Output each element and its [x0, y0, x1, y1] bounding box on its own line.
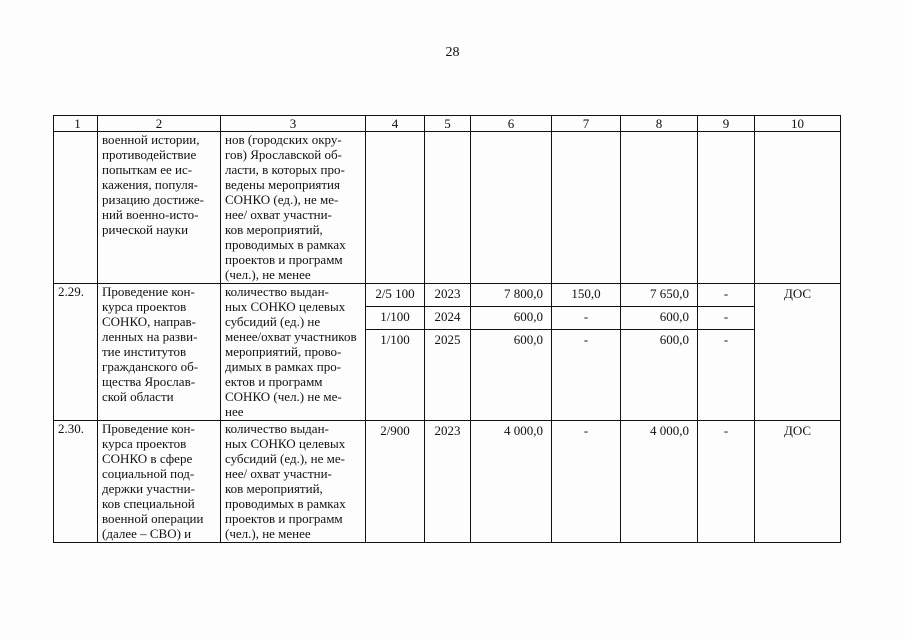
text-line: субсидий (ед.), не ме- — [225, 451, 345, 466]
target-value: 2/5 100 — [366, 284, 424, 307]
header-cell: 5 — [425, 116, 471, 132]
text-line: ных СОНКО целевых — [225, 299, 346, 314]
event-name-cell — [98, 132, 221, 284]
sub-rows — [698, 421, 754, 443]
text-line: проводимых в рамках — [225, 237, 346, 252]
sub-rows — [366, 421, 424, 443]
target-value: 1/100 — [380, 332, 410, 347]
federal-budget-cell — [552, 284, 621, 421]
target-value: 1/100 — [366, 307, 424, 330]
total-amount-cell — [471, 132, 552, 284]
target-value-cell — [366, 132, 425, 284]
text-line: СОНКО (чел.) не ме- — [225, 389, 342, 404]
event-name-cell — [98, 284, 221, 421]
year-cell — [425, 132, 471, 284]
sub-rows — [366, 284, 424, 352]
responsible-executor-cell — [755, 132, 841, 284]
total-amount-cell — [471, 421, 552, 543]
text-line: (далее – СВО) и — [102, 526, 192, 541]
text-line: ков мероприятий, — [225, 481, 323, 496]
sub-rows — [621, 284, 697, 352]
text-line: ленных на разви- — [102, 329, 198, 344]
sub-rows — [552, 284, 620, 352]
text-line: нее/ охват участни- — [225, 466, 332, 481]
text-line: нее — [225, 404, 244, 419]
sub-rows — [425, 421, 470, 443]
other-sources: - — [723, 423, 729, 438]
header-cell: 2 — [98, 116, 221, 132]
text-line: СОНКО в сфере — [102, 451, 193, 466]
text-line: (чел.), не менее — [225, 526, 311, 541]
text-line: проводимых в рамках — [225, 496, 346, 511]
indicator-cell — [221, 421, 366, 543]
text-line: СОНКО, направ- — [102, 314, 196, 329]
text-line: димых в рамках про- — [225, 359, 342, 374]
table-row — [54, 284, 755, 421]
row-number — [54, 132, 98, 284]
text-line: нов (городских окру- — [225, 132, 342, 147]
text-line: ской области — [102, 389, 174, 404]
other-sources-cell — [698, 284, 755, 421]
text-line: проектов и программ — [225, 511, 343, 526]
sub-rows — [698, 284, 754, 352]
header-cell: 7 — [552, 116, 621, 132]
text-line: социальной под- — [102, 466, 195, 481]
text-line: СОНКО (ед.), не ме- — [225, 192, 339, 207]
main-table — [53, 115, 755, 543]
other-sources: - — [723, 332, 729, 347]
target-value: 2/900 — [380, 423, 410, 438]
table-row — [54, 132, 755, 284]
target-value-cell — [366, 284, 425, 421]
sub-rows — [471, 284, 551, 352]
header-cell: 10 — [755, 116, 841, 132]
regional-budget-cell — [621, 421, 698, 543]
text-line: курса проектов — [102, 436, 187, 451]
header-cell: 1 — [54, 116, 98, 132]
text-line: курса проектов — [102, 299, 187, 314]
federal-budget: - — [583, 423, 589, 438]
indicator-cell — [221, 284, 366, 421]
sub-rows — [621, 421, 697, 443]
total-amount: 600,0 — [513, 332, 543, 347]
text-line: проектов и программ — [225, 252, 343, 267]
total-amount: 4 000,0 — [504, 423, 543, 438]
text-line: тие институтов — [102, 344, 187, 359]
text-line: противодействие — [102, 147, 197, 162]
column-10-table — [754, 115, 841, 543]
sub-rows — [425, 284, 470, 352]
program-table — [53, 115, 841, 580]
event-name-cell — [98, 421, 221, 543]
total-amount-cell — [471, 284, 552, 421]
text-line: ектов и программ — [225, 374, 323, 389]
other-sources: - — [698, 307, 754, 330]
text-line: Проведение кон- — [102, 421, 195, 436]
regional-budget: 4 000,0 — [650, 423, 689, 438]
text-line: количество выдан- — [225, 421, 329, 436]
total-amount: 7 800,0 — [471, 284, 551, 307]
text-line: гражданского об- — [102, 359, 199, 374]
header-cell: 3 — [221, 116, 366, 132]
row-number: 2.29. — [54, 284, 98, 421]
other-sources: - — [698, 284, 754, 307]
text-line: ных СОНКО целевых — [225, 436, 346, 451]
regional-budget: 7 650,0 — [621, 284, 697, 307]
other-sources-cell — [698, 132, 755, 284]
text-line: ведены мероприятия — [225, 177, 340, 192]
regional-budget-cell — [621, 284, 698, 421]
text-line: ков мероприятий, — [225, 222, 323, 237]
text-line: гов) Ярославской об- — [225, 147, 342, 162]
text-line: количество выдан- — [225, 284, 329, 299]
text-line: рической науки — [102, 222, 189, 237]
header-cell: 9 — [698, 116, 755, 132]
responsible-executor-cell: ДОС — [755, 284, 841, 421]
indicator-cell — [221, 132, 366, 284]
text-line: ний военно-исто- — [102, 207, 199, 222]
text-line: ласти, в которых про- — [225, 162, 345, 177]
sub-rows — [471, 421, 551, 443]
header-row — [54, 116, 755, 132]
regional-budget: 600,0 — [621, 307, 697, 330]
year-cell — [425, 284, 471, 421]
text-line: Проведение кон- — [102, 284, 195, 299]
text-line: военной истории, — [102, 132, 200, 147]
page-number: 28 — [445, 45, 460, 60]
text-line: военной операции — [102, 511, 204, 526]
year: 2024 — [425, 307, 470, 330]
table-row — [54, 421, 755, 543]
sub-rows — [552, 421, 620, 443]
federal-budget: 150,0 — [552, 284, 620, 307]
text-line: субсидий (ед.) не — [225, 314, 321, 329]
regional-budget-cell — [621, 132, 698, 284]
year-cell — [425, 421, 471, 543]
text-line: (чел.), не менее — [225, 267, 311, 282]
text-line: держки участни- — [102, 481, 195, 496]
other-sources-cell — [698, 421, 755, 543]
text-line: нее/ охват участни- — [225, 207, 332, 222]
federal-budget: - — [552, 307, 620, 330]
federal-budget-cell — [552, 421, 621, 543]
text-line: кажения, популя- — [102, 177, 199, 192]
responsible-executor-cell: ДОС — [755, 421, 841, 543]
target-value-cell — [366, 421, 425, 543]
text-line: ризацию достиже- — [102, 192, 204, 207]
federal-budget-cell — [552, 132, 621, 284]
text-line: мероприятий, прово- — [225, 344, 342, 359]
year: 2023 — [434, 423, 461, 438]
text-line: ков специальной — [102, 496, 195, 511]
header-cell: 4 — [366, 116, 425, 132]
header-cell: 6 — [471, 116, 552, 132]
year: 2023 — [425, 284, 470, 307]
text-line: попыткам ее ис- — [102, 162, 193, 177]
text-line: менее/охват участников — [225, 329, 357, 344]
total-amount: 600,0 — [471, 307, 551, 330]
federal-budget: - — [583, 332, 589, 347]
header-cell: 8 — [621, 116, 698, 132]
text-line: щества Ярослав- — [102, 374, 196, 389]
regional-budget: 600,0 — [659, 332, 689, 347]
row-number: 2.30. — [54, 421, 98, 543]
year: 2025 — [434, 332, 461, 347]
